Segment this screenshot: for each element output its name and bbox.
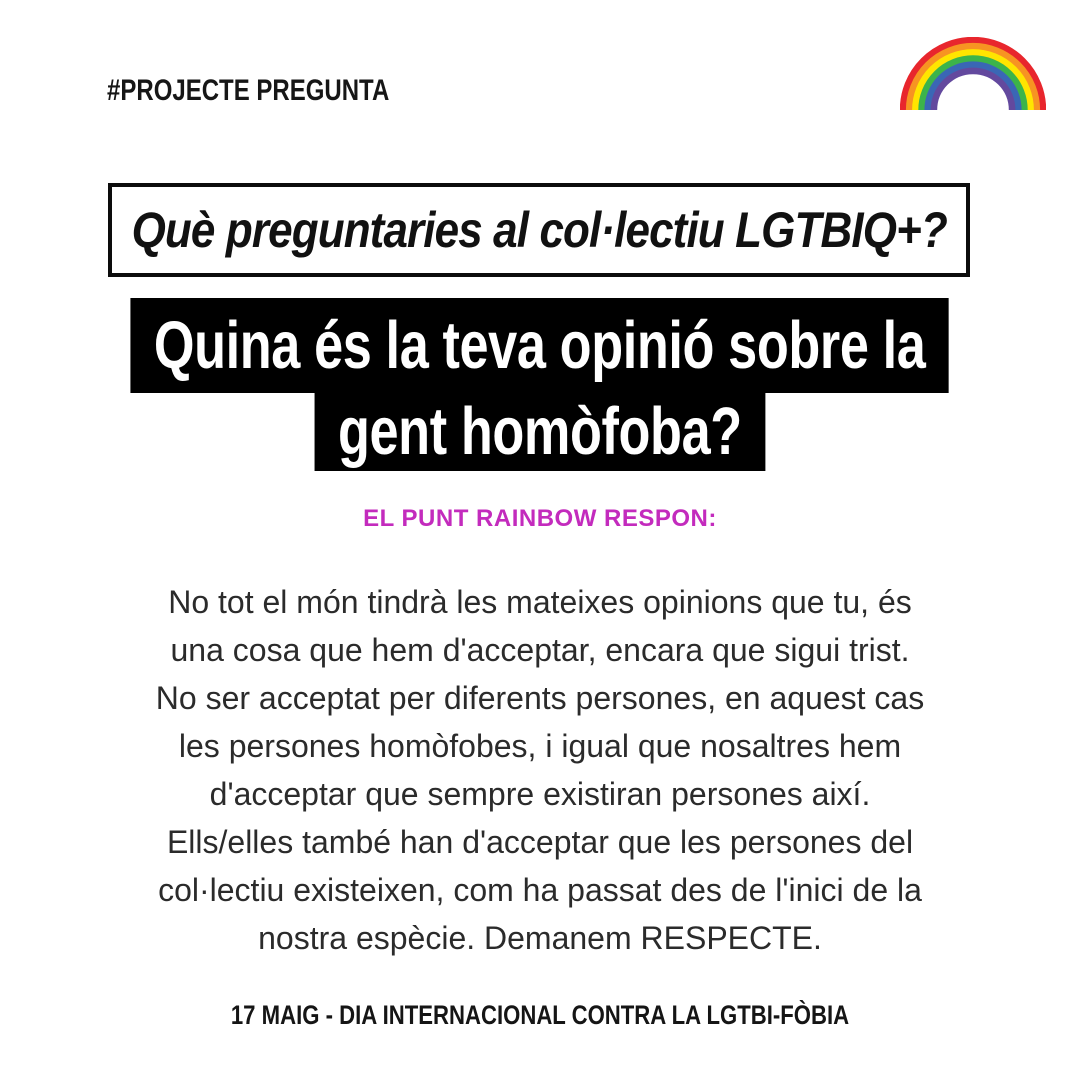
question-box — [108, 183, 970, 277]
hashtag-label: #PROJECTE PREGUNTA — [107, 74, 390, 107]
headline — [0, 298, 1080, 471]
headline-line: gent homòfoba? — [315, 393, 766, 471]
respon-label: EL PUNT RAINBOW RESPON: — [363, 505, 717, 532]
rainbow-icon — [900, 37, 1046, 110]
answer-line: les persones homòfobes, i igual que nosaltres hem — [178, 728, 902, 764]
answer-line: d'acceptar que sempre existiran persones així. — [209, 776, 871, 812]
answer-line: una cosa que hem d'acceptar, encara que sigui trist. — [170, 632, 910, 668]
headline-line: Quina és la teva opinió sobre la — [131, 298, 949, 393]
answer-paragraph — [0, 578, 1080, 962]
answer-line: Ells/elles també han d'acceptar que les persones del — [166, 824, 914, 860]
answer-line: nostra espècie. Demanem RESPECTE. — [258, 920, 822, 956]
footer-label: 17 MAIG - DIA INTERNACIONAL CONTRA LA LGTBI-FÒBIA — [230, 1000, 850, 1030]
answer-line: No tot el món tindrà les mateixes opinions que tu, és — [168, 584, 912, 620]
answer-line: No ser acceptat per diferents persones, en aquest cas — [155, 680, 925, 716]
question-box-text: Què preguntaries al col·lectiu LGTBIQ+? — [131, 202, 947, 258]
answer-line: col·lectiu existeixen, com ha passat des de l'inici de la — [158, 872, 922, 908]
